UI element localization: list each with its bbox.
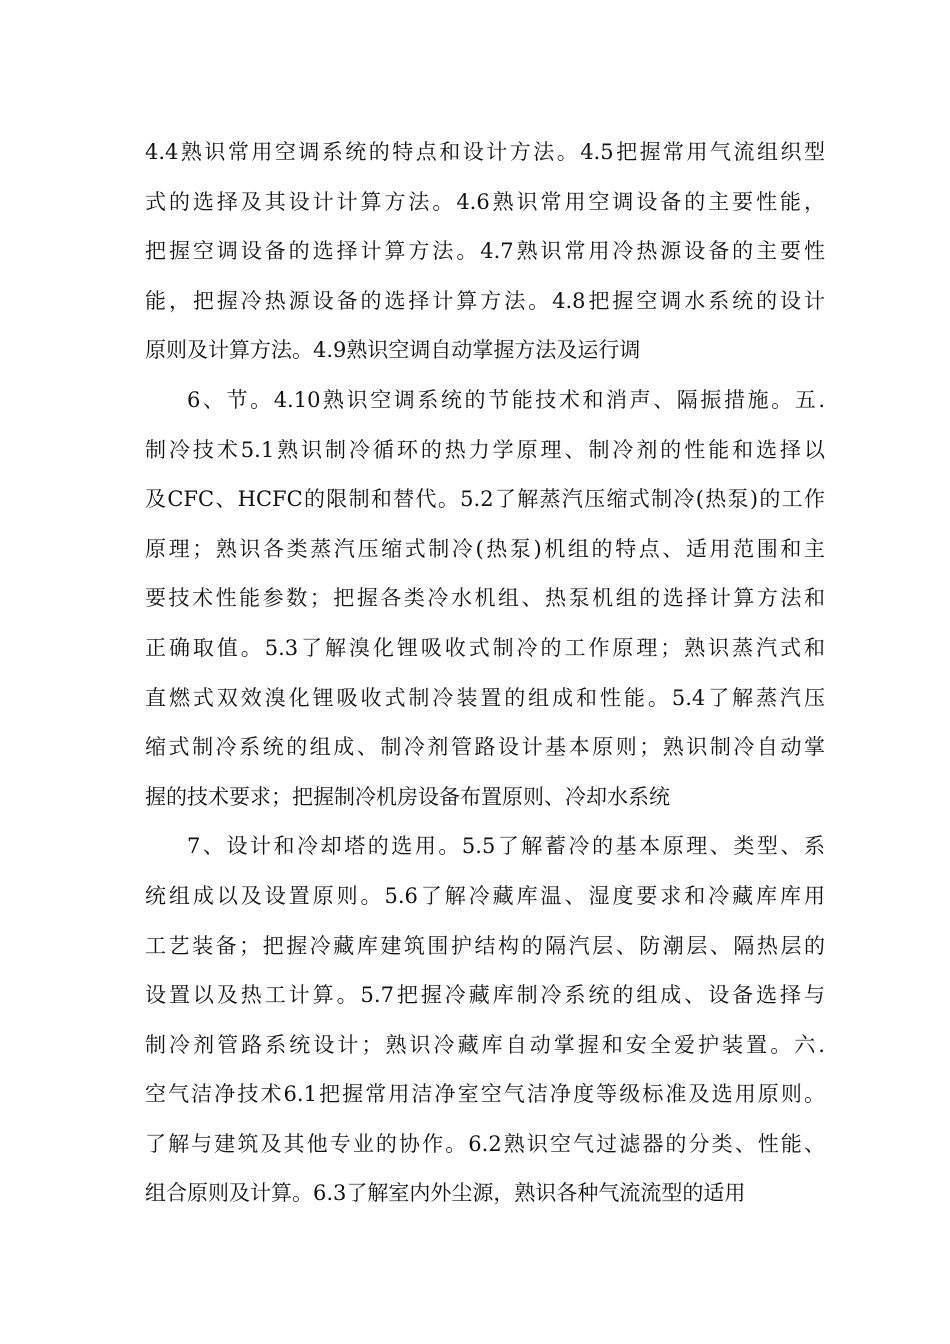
text-line: 原则及计算方法。4.9熟识空调自动掌握方法及运行调 xyxy=(145,338,641,363)
text-line: 4.4熟识常用空调系统的特点和设计方法。4.5把握常用气流组织型 xyxy=(145,140,825,164)
text-line: 7、设计和冷却塔的选用。5.5了解蓄冷的基本原理、类型、系 xyxy=(187,834,825,859)
text-line: 原理；熟识各类蒸汽压缩式制冷(热泵)机组的特点、适用范围和主 xyxy=(145,536,825,561)
text-line: 直燃式双效溴化锂吸收式制冷装置的组成和性能。5.4了解蒸汽压 xyxy=(145,685,825,710)
text-line: 及CFC、HCFC的限制和替代。5.2了解蒸汽压缩式制冷(热泵)的工作 xyxy=(145,487,825,512)
text-line: 式的选择及其设计计算方法。4.6熟识常用空调设备的主要性能， xyxy=(145,189,825,214)
text-line: 握的技术要求；把握制冷机房设备布置原则、冷却水系统 xyxy=(145,784,670,809)
text-line: 要技术性能参数；把握各类冷水机组、热泵机组的选择计算方法和 xyxy=(145,586,825,611)
text-line: 正确取值。5.3了解溴化锂吸收式制冷的工作原理；熟识蒸汽式和 xyxy=(145,635,825,660)
text-line: 能，把握冷热源设备的选择计算方法。4.8把握空调水系统的设计 xyxy=(145,288,825,313)
text-line: 了解与建筑及其他专业的协作。6.2熟识空气过滤器的分类、性能、 xyxy=(145,1131,825,1156)
text-line: 制冷剂管路系统设计；熟识冷藏库自动掌握和安全爱护装置。六. xyxy=(145,1032,825,1057)
paragraph xyxy=(145,822,825,1219)
text-line: 缩式制冷系统的组成、制冷剂管路设计基本原则；熟识制冷自动掌 xyxy=(145,735,825,760)
paragraph xyxy=(145,376,825,822)
text-line: 把握空调设备的选择计算方法。4.7熟识常用冷热源设备的主要性 xyxy=(145,239,825,264)
text-line: 设置以及热工计算。5.7把握冷藏库制冷系统的组成、设备选择与 xyxy=(145,983,825,1008)
text-line: 空气洁净技术6.1把握常用洁净室空气洁净度等级标准及选用原则。 xyxy=(145,1082,825,1107)
body-text xyxy=(145,128,825,1219)
text-line: 6、节。4.10熟识空调系统的节能技术和消声、隔振措施。五. xyxy=(187,387,825,412)
text-line: 制冷技术5.1熟识制冷循环的热力学原理、制冷剂的性能和选择以 xyxy=(145,437,825,462)
text-line: 工艺装备；把握冷藏库建筑围护结构的隔汽层、防潮层、隔热层的 xyxy=(145,933,825,958)
paragraph xyxy=(145,128,825,376)
text-line: 组合原则及计算。6.3了解室内外尘源，熟识各种气流流型的适用 xyxy=(145,1181,746,1206)
text-line: 统组成以及设置原则。5.6了解冷藏库温、湿度要求和冷藏库库用 xyxy=(145,883,825,908)
